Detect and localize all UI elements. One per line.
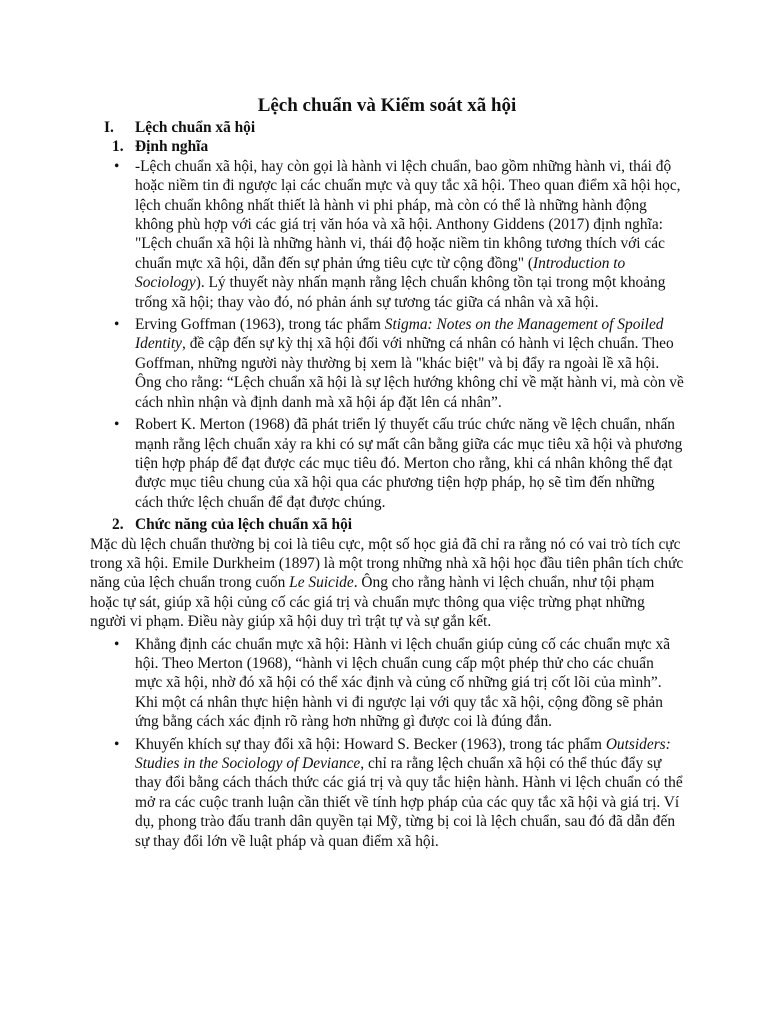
bullet-text: -Lệch chuẩn xã hội, hay còn gọi là hành vi lệch chuẩn, bao gồm những hành vi, thái độ hoặc niềm tin đi ngược lại các chuẩn mực và quy tắc xã hội. Theo quan điểm xã hội học, lệch chuẩn không nhất thiết là hành vi phi pháp, mà còn có thể là những hành động không phù hợp với các giá trị văn hóa và xã hội. Anthony Giddens (2017) định nghĩa: "Lệch chuẩn xã hội là những hành vi, thái độ hoặc niềm tin không tương thích với các chuẩn mực xã hội, dẫn đến sự phản ứng tiêu cực từ cộng đồng" ( <box>135 157 681 272</box>
section-number: I. <box>104 119 114 136</box>
section-label: Lệch chuẩn xã hội <box>135 119 256 136</box>
list-item <box>114 157 684 312</box>
bullet-icon: • <box>114 635 120 653</box>
bullet-icon: • <box>114 735 120 753</box>
bullet-icon: • <box>114 157 120 175</box>
subsection-label: Chức năng của lệch chuẩn xã hội <box>135 516 353 534</box>
book-title: Le Suicide <box>289 574 354 592</box>
function-bullet-list <box>90 635 684 851</box>
body-paragraph <box>90 535 684 632</box>
subsection-number: 1. <box>112 138 124 156</box>
subsection-label: Định nghĩa <box>135 138 209 156</box>
subsection-heading-function <box>90 515 684 534</box>
definition-bullet-list <box>90 157 684 512</box>
bullet-text: Khuyến khích sự thay đổi xã hội: Howard S. Becker (1963), trong tác phẩm <box>135 735 606 753</box>
paragraph-text: . Ông cho rằng hành vi lệch chuẩn, như tội phạm hoặc tự sát, giúp xã hội củng cố các giá trị và chuẩn mực thông qua việc trừng phạt những người vi phạm. Điều này giúp xã hội duy trì trật tự và sự gắn kết. <box>90 574 655 631</box>
book-title: Outsiders: Studies in the Sociology of Deviance <box>135 735 671 772</box>
paragraph-text: Mặc dù lệch chuẩn thường bị coi là tiêu cực, một số học giả đã chỉ ra rằng nó có vai trò tích cực trong xã hội. Emile Durkheim (1897) là một trong những nhà xã hội học đầu tiên phân tích chức năng của lệch chuẩn trong cuốn <box>90 535 684 592</box>
bullet-text: ). Lý thuyết này nhấn mạnh rằng lệch chuẩn không tồn tại trong một khoảng trống xã hội; thay vào đó, nó phản ánh sự tương tác giữa cá nhân và xã hội. <box>135 274 666 311</box>
book-title: Stigma: Notes on the Management of Spoiled Identity <box>135 316 664 353</box>
subsection-heading-definition <box>90 137 684 156</box>
book-title: Introduction to Sociology <box>135 254 626 292</box>
section-heading <box>90 118 684 137</box>
list-item <box>114 735 684 851</box>
bullet-text: Robert K. Merton (1968) đã phát triển lý thuyết cấu trúc chức năng về lệch chuẩn, nhấn mạnh rằng lệch chuẩn xảy ra khi có sự mất cân bằng giữa các mục tiêu xã hội và phương tiện hợp pháp để đạt được các mục tiêu đó. Merton cho rằng, khi cá nhân không thể đạt được mục tiêu chung của xã hội qua các phương tiện hợp pháp, họ sẽ tìm đến những cách thức lệch chuẩn để đạt được chúng. <box>135 416 683 511</box>
bullet-text: , đề cập đến sự kỳ thị xã hội đối với những cá nhân có hành vi lệch chuẩn. Theo Goffman, những người này thường bị xem là "khác biệt" và bị đẩy ra ngoài lề xã hội. Ông cho rằng: “Lệch chuẩn xã hội là sự lệch hướng không chỉ về mặt hành vi, mà còn về cách nhìn nhận và định danh mà xã hội áp đặt lên cá nhân”. <box>135 335 684 411</box>
list-item <box>114 635 684 732</box>
bullet-text: , chỉ ra rằng lệch chuẩn xã hội có thể thúc đẩy sự thay đổi bằng cách thách thức các giá trị và quy tắc hiện hành. Hành vi lệch chuẩn có thể mở ra các cuộc tranh luận cần thiết về tính hợp pháp của các quy tắc xã hội và giá trị. Ví dụ, phong trào đấu tranh dân quyền tại Mỹ, từng bị coi là lệch chuẩn, sau đó đã dẫn đến sự thay đổi lớn về luật pháp và quan điểm xã hội. <box>135 755 683 850</box>
document-title: Lệch chuẩn và Kiểm soát xã hội <box>257 95 517 116</box>
bullet-icon: • <box>114 316 120 334</box>
list-item <box>114 415 684 512</box>
bullet-icon: • <box>114 416 120 434</box>
list-item <box>114 315 684 412</box>
bullet-text: Khẳng định các chuẩn mực xã hội: Hành vi lệch chuẩn giúp củng cố các chuẩn mực xã hội. Theo Merton (1968), “hành vi lệch chuẩn cung cấp một phép thử cho các chuẩn mực xã hội, nhờ đó xã hội có thể xác định và củng cố những giá trị cốt lõi của mình”. Khi một cá nhân thực hiện hành vi đi ngược lại với quy tắc xã hội, cộng đồng sẽ phản ứng bằng cách xác định rõ ràng hơn những gì được coi là đúng đắn. <box>135 635 671 731</box>
subsection-number: 2. <box>112 516 124 534</box>
bullet-text: Erving Goffman (1963), trong tác phẩm <box>135 316 385 334</box>
